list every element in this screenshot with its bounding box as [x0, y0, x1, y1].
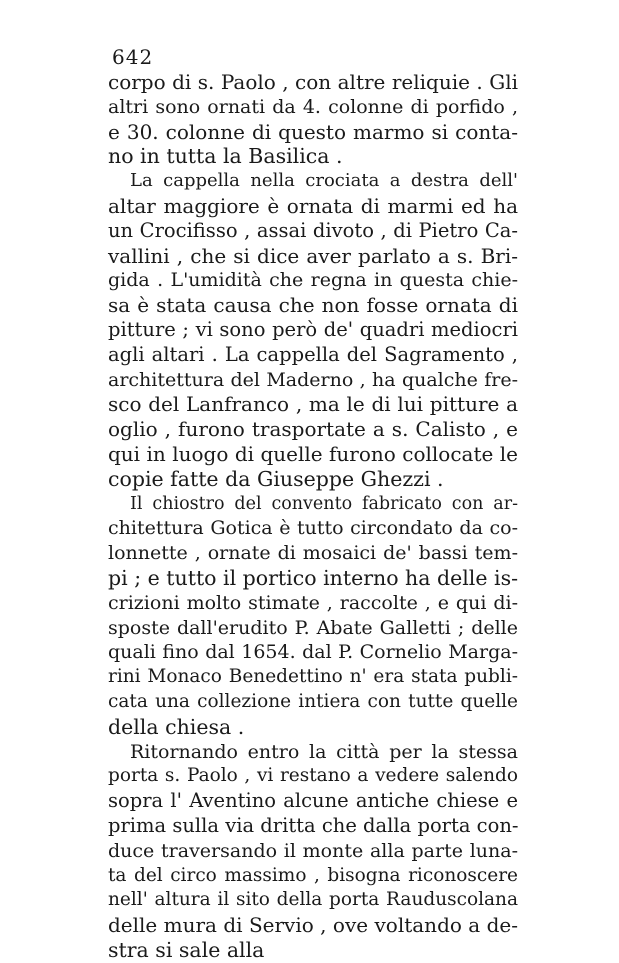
text-line: duce traversando il monte alla parte luna-	[108, 839, 518, 862]
text-line: qui in luogo di quelle furono collocate le	[108, 441, 518, 466]
paragraph-1	[108, 70, 518, 169]
text-line: nell' altura il sito della porta Rauduscolana	[108, 889, 518, 911]
text-line: architettura del Maderno , ha qualche fre-	[108, 368, 518, 391]
text-line: prima sulla via dritta che dalla porta con-	[108, 813, 519, 837]
text-line: gida . L'umidità che regna in questa chie-	[108, 269, 518, 292]
text-line: copie fatte da Giuseppe Ghezzi .	[108, 466, 444, 491]
text-line: Ritornando entro la città per la stessa	[130, 740, 518, 763]
text-line: ta del circo massimo , bisogna riconoscere	[108, 864, 518, 886]
page-number: 642	[112, 45, 154, 69]
text-line: chitettura Gotica è tutto circondato da co-	[108, 517, 518, 540]
text-line: un Crocifisso , assai divoto , di Pietro Ca-	[108, 218, 518, 242]
text-line: corpo di s. Paolo , con altre reliquie . Gli	[108, 70, 518, 94]
text-line: sposte dall'erudito P. Abate Galletti ; delle	[108, 616, 518, 639]
text-line: altar maggiore è ornata di marmi ed ha	[108, 193, 518, 218]
text-line: rini Monaco Benedettino n' era stata publi-	[108, 666, 518, 688]
paragraph-4	[108, 740, 518, 963]
text-line: vallini , che si dice aver parlato a s. Bri-	[108, 243, 518, 268]
text-line: crizioni molto stimate , raccolte , e qui di-	[108, 591, 518, 614]
text-line: no in tutta la Basilica .	[108, 144, 343, 169]
text-line: agli altari . La cappella del Sagramento ,	[108, 342, 518, 366]
text-line: sa è stata causa che non fosse ornata di	[108, 293, 518, 318]
text-line: oglio , furono trasportate a s. Calisto , e	[108, 417, 518, 442]
text-line: sco del Lanfranco , ma le di lui pitture a	[108, 392, 518, 417]
text-line: Il chiostro del convento fabricato con ar-	[130, 493, 518, 514]
text-line: quali fino dal 1654. dal P. Cornelio Marga-	[108, 641, 518, 664]
text-line: delle mura di Servio , ove voltando a de-	[108, 913, 518, 938]
text-line: La cappella nella crociata a destra dell'	[130, 170, 518, 192]
text-line: altri sono ornati da 4. colonne di porfido ,	[108, 95, 518, 118]
text-line: e 30. colonne di questo marmo si conta-	[108, 119, 518, 144]
body-text	[108, 70, 518, 963]
text-line: pi ; e tutto il portico interno ha delle is-	[108, 565, 519, 590]
text-line: della chiesa .	[108, 714, 245, 739]
paragraph-3	[108, 492, 518, 740]
text-line: sopra l' Aventino alcune antiche chiese e	[108, 789, 518, 813]
text-line: lonnette , ornate di mosaici de' bassi tem-	[108, 542, 518, 565]
text-line: cata una collezione intiera con tutte quelle	[108, 690, 518, 712]
text-line: pitture ; vi sono però de' quadri mediocri	[108, 317, 518, 341]
text-line: stra si sale alla	[108, 937, 265, 962]
text-line: porta s. Paolo , vi restano a vedere salendo	[108, 765, 518, 787]
paragraph-2	[108, 169, 518, 491]
